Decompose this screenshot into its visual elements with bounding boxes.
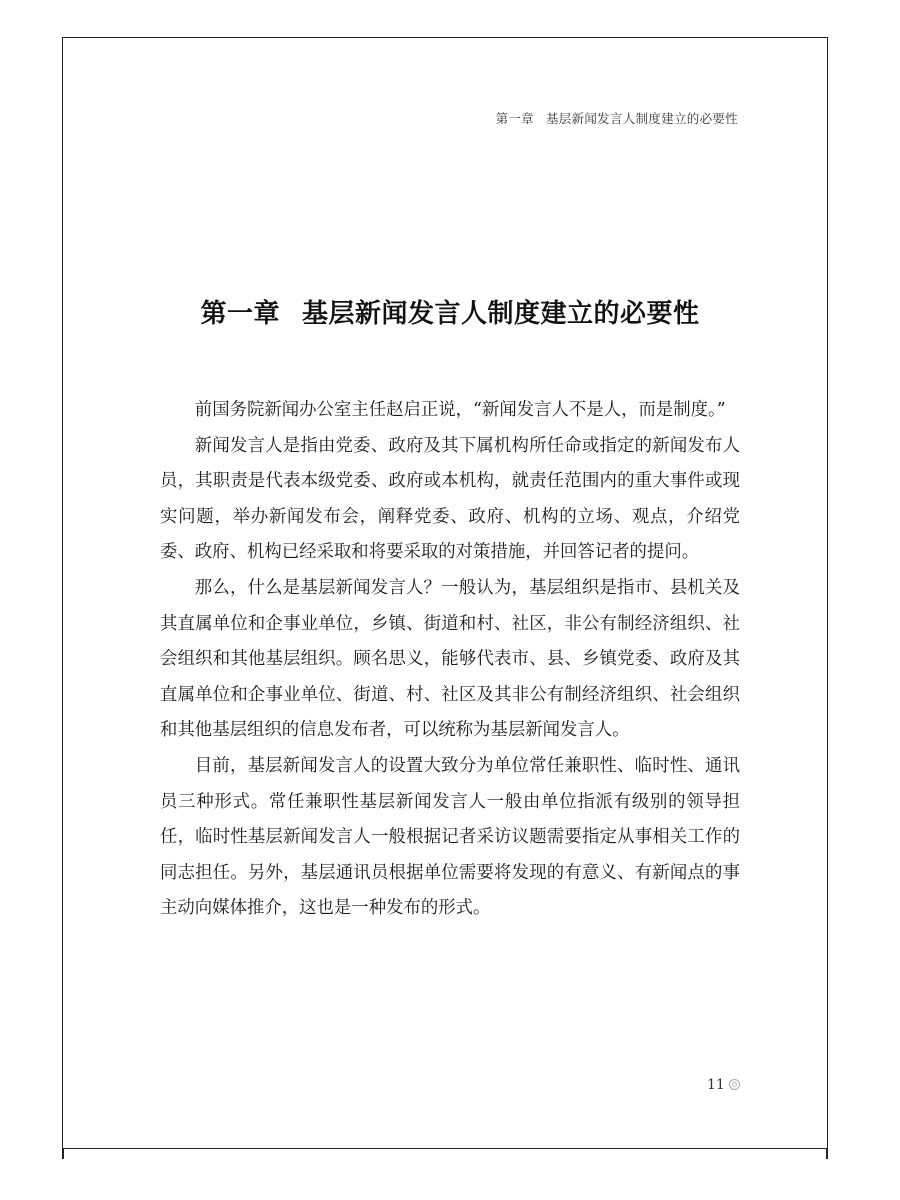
running-header-topic: 基层新闻发言人制度建立的必要性 [545,111,738,126]
page-number-value: 11 [707,1077,725,1093]
chapter-title [0,293,900,330]
crop-mark-bottom-right [826,1149,828,1159]
paragraph-forms: 目前，基层新闻发言人的设置大致分为单位常任兼职性、临时性、通讯员三种形式。常任兼职性基层新闻发言人一般由单位指派有级别的领导担任，临时性基层新闻发言人一般根据记者采访议题需要指定从事相关工作的同志担任。另外，基层通讯员根据单位需要将发现的有意义、有新闻点的事主动向媒体推介，这也是一种发布的形式。 [160,755,740,919]
crop-mark-bottom-left [62,1149,64,1159]
paragraph-grassroots: 那么，什么是基层新闻发言人？一般认为，基层组织是指市、县机关及其直属单位和企事业单位，乡镇、街道和村、社区，非公有制经济组织、社会组织和其他基层组织。顾名思义，能够代表市、县、乡镇党委、政府及其直属单位和企事业单位、街道、村、社区及其非公有制经济组织、社会组织和其他基层组织的信息发布者，可以统称为基层新闻发言人。 [160,577,740,741]
page-number [707,1077,740,1093]
chapter-title-label: 第一章 [200,299,280,329]
running-header [496,109,738,127]
running-header-chapter: 第一章 [495,111,534,126]
chapter-title-topic: 基层新闻发言人制度建立的必要性 [302,299,700,329]
paragraph-definition: 新闻发言人是指由党委、政府及其下属机构所任命或指定的新闻发布人员，其职责是代表本级党委、政府或本机构，就责任范围内的重大事件或现实问题，举办新闻发布会，阐释党委、政府、机构的立场、观点，介绍党委、政府、机构已经采取和将要采取的对策措施，并回答记者的提问。 [160,435,740,563]
double-circle-icon [729,1079,740,1090]
body-text [160,393,740,927]
paragraph-quote: 前国务院新闻办公室主任赵启正说，“新闻发言人不是人，而是制度。” [194,400,726,420]
